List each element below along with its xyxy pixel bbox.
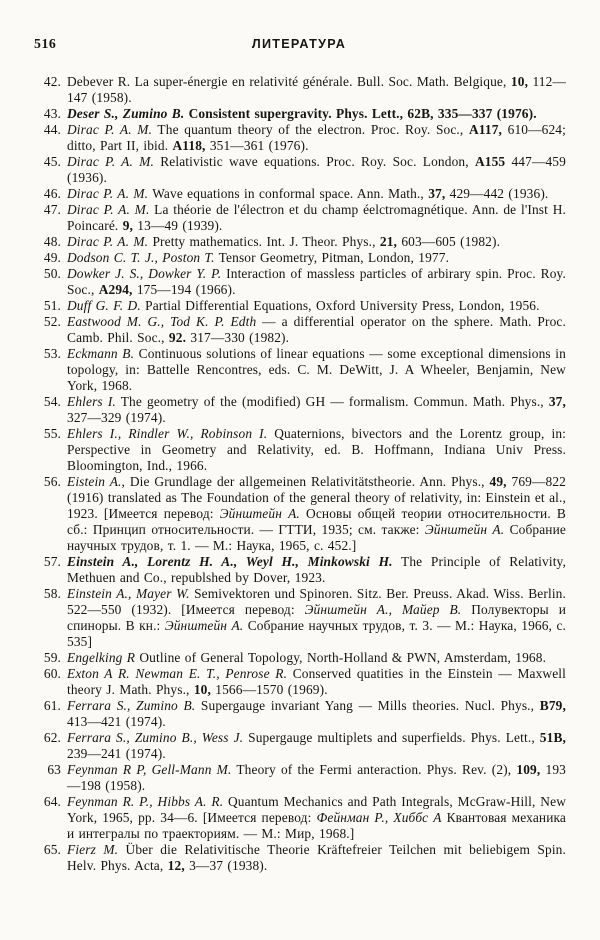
entry-segment: 193—198 (1958). bbox=[67, 762, 567, 793]
entry-segment: A118, bbox=[172, 138, 210, 153]
entry-segment: 175—194 (1966). bbox=[136, 282, 236, 297]
entry-text bbox=[67, 554, 566, 586]
entry-number: 60. bbox=[43, 666, 61, 681]
entry-segment: Outline of General Topology, North-Holland & PWN, Amsterdam, 1968. bbox=[135, 650, 547, 665]
entry-number: 56. bbox=[43, 474, 61, 489]
entry-segment: 3—37 (1938). bbox=[189, 858, 268, 873]
entry-segment: 429—442 (1936). bbox=[449, 186, 549, 201]
entry-segment: Exton A R. Newman E. T., Penrose R. bbox=[67, 666, 288, 681]
entry-number: 58. bbox=[43, 586, 61, 601]
entry-segment: B79, bbox=[539, 698, 566, 713]
entry-segment: 447—459 (1936). bbox=[67, 154, 566, 185]
bibliography-entry bbox=[32, 842, 566, 874]
entry-segment: La théorie de l'électron et du champ éelctromagnétique. Ann. de l'Inst H. Poincaré. bbox=[67, 202, 566, 233]
entry-text bbox=[67, 314, 566, 346]
entry-segment: Continuous solutions of linear equations — some exceptional dimensions in topology, in: Battelle Rencontres, eds. C. M. DeWitt, J. A Wheeler, Benjamin, New York, 1968. bbox=[67, 346, 566, 393]
entry-text bbox=[67, 154, 566, 186]
entry-text bbox=[67, 250, 566, 266]
entry-segment: Эйнштейн А., Майер В. bbox=[304, 602, 462, 617]
entry-segment: Собрание научных трудов, т. 1. — М.: Наука, 1965, с. 452.] bbox=[67, 522, 566, 553]
entry-number: 65. bbox=[43, 842, 61, 857]
entry-number: 51. bbox=[43, 298, 61, 313]
bibliography-entry bbox=[32, 586, 566, 650]
entry-text bbox=[67, 202, 566, 234]
entry-segment: 51B, bbox=[539, 730, 566, 745]
entry-number: 43. bbox=[43, 106, 61, 121]
bibliography-entry bbox=[32, 202, 566, 234]
entry-number: 46. bbox=[43, 186, 61, 201]
entry-segment: 9, bbox=[122, 218, 138, 233]
entry-segment: Ferrara S., Zumino B. bbox=[67, 698, 196, 713]
entry-segment: Einstein A., Lorentz H. A., Weyl H., Minkowski H. bbox=[67, 554, 393, 569]
entry-number: 55. bbox=[43, 426, 61, 441]
entry-segment: Supergauge invariant Yang — Mills theories. Nucl. Phys., bbox=[195, 698, 540, 713]
bibliography-entry bbox=[32, 74, 566, 106]
entry-segment: Tensor Geometry, Pitman, London, 1977. bbox=[214, 250, 450, 265]
entry-segment: Dirac P. A. M. bbox=[67, 202, 150, 217]
entry-text bbox=[67, 762, 566, 794]
entry-segment: 109, bbox=[516, 762, 546, 777]
entry-number: 53. bbox=[43, 346, 61, 361]
entry-segment: 92. bbox=[168, 330, 191, 345]
entry-number: 59. bbox=[43, 650, 61, 665]
entry-segment: Dodson C. T. J., Poston T. bbox=[67, 250, 215, 265]
entry-segment: Полувекторы и спиноры. В кн.: bbox=[67, 602, 566, 633]
entry-segment: Engelking R bbox=[67, 650, 136, 665]
entry-text bbox=[67, 186, 566, 202]
entry-segment: Dirac P. A. M. bbox=[67, 186, 149, 201]
entry-segment: Die Grundlage der allgemeinen Relativitätstheorie. Ann. Phys., bbox=[125, 474, 490, 489]
entry-segment: Pretty mathematics. Int. J. Theor. Phys., bbox=[148, 234, 380, 249]
bibliography-entry bbox=[32, 762, 566, 794]
entry-segment: Quantum Mechanics and Path Integrals, McGraw-Hill, New York, 1965, pp. 34—6. [Имеется перевод: bbox=[67, 794, 566, 825]
entry-segment: Eistein A., bbox=[67, 474, 125, 489]
entry-segment: 239—241 (1974). bbox=[67, 746, 166, 761]
bibliography-entry bbox=[32, 698, 566, 730]
bibliography-entry bbox=[32, 794, 566, 842]
entry-segment: Фейнман Р., Хиббс А bbox=[316, 810, 442, 825]
bibliography-entry bbox=[32, 106, 566, 122]
entry-segment: Ehlers I., Rindler W., Robinson I. bbox=[67, 426, 268, 441]
entry-text bbox=[67, 474, 566, 554]
bibliography-entry bbox=[32, 298, 566, 314]
entry-segment: A294, bbox=[98, 282, 137, 297]
entry-segment: 21, bbox=[379, 234, 402, 249]
entry-segment: 603—605 (1982). bbox=[401, 234, 501, 249]
entry-segment: 13—49 (1939). bbox=[137, 218, 223, 233]
entry-segment: 317—330 (1982). bbox=[190, 330, 290, 345]
entry-segment: Ferrara S., Zumino B., Wess J. bbox=[67, 730, 244, 745]
entry-segment: 413—421 (1974). bbox=[67, 714, 166, 729]
bibliography-entry bbox=[32, 234, 566, 250]
entry-segment: Interaction of massless particles of arbirary spin. Proc. Roy. Soc., bbox=[67, 266, 566, 297]
entry-segment: Ehlers I. bbox=[67, 394, 116, 409]
entry-number: 49. bbox=[43, 250, 61, 265]
entry-number: 57. bbox=[43, 554, 61, 569]
entry-segment: The quantum theory of the electron. Proc. Roy. Soc., bbox=[152, 122, 469, 137]
entry-segment: The geometry of the (modified) GH — formalism. Commun. Math. Phys., bbox=[115, 394, 549, 409]
entry-segment: Über die Relativitische Theorie Kräftefreier Teilchen mit beliebigem Spin. Helv. Phys. Acta, bbox=[67, 842, 566, 873]
entry-text bbox=[67, 298, 566, 314]
entry-segment: Conserved quatities in the Einstein — Maxwell theory J. Math. Phys., bbox=[67, 666, 566, 697]
entry-segment: Theory of the Fermi anteraction. Phys. Rev. (2), bbox=[231, 762, 517, 777]
entry-text bbox=[67, 842, 566, 874]
entry-segment: 1566—1570 (1969). bbox=[215, 682, 328, 697]
entry-segment: A155 bbox=[474, 154, 512, 169]
entry-number: 52. bbox=[43, 314, 61, 329]
entry-text bbox=[67, 394, 566, 426]
entry-segment: The Principle of Relativity, Methuen and Co., republshed by Dover, 1923. bbox=[67, 554, 567, 585]
entry-segment: 49, bbox=[489, 474, 512, 489]
entry-text bbox=[67, 650, 566, 666]
entry-segment: Основы общей теории относительности. В сб.: Принцип относительности. — ГТТИ, 1935; см. также: bbox=[67, 506, 567, 537]
bibliography-entry bbox=[32, 554, 566, 586]
page-title: ЛИТЕРАТУРА bbox=[251, 37, 347, 51]
entry-number: 61. bbox=[43, 698, 61, 713]
entry-segment: A117, bbox=[469, 122, 508, 137]
bibliography-entry bbox=[32, 266, 566, 298]
entry-segment: Quaternions, bivectors and the Lorentz group, in: Perspective in Geometry and Relativity, ed. B. Hoffmann, Indiana Univ Press. Bloomington, Ind., 1966. bbox=[67, 426, 566, 473]
entry-segment: Partial Differential Equations, Oxford University Press, London, 1956. bbox=[140, 298, 540, 313]
entry-segment: — a differential operator on the sphere. Math. Proc. Camb. Phil. Soc., bbox=[67, 314, 566, 345]
entry-segment: Feynman R P, Gell-Mann M. bbox=[67, 762, 232, 777]
entry-segment: Supergauge multiplets and superfields. Phys. Lett., bbox=[243, 730, 540, 745]
entry-segment: 610—624; ditto, Part II, ibid. bbox=[67, 122, 566, 153]
entry-segment: 769—822 (1916) translated as The Foundation of the general theory of relativity, in: Einstein et al., 1923. [Имеется перевод: bbox=[67, 474, 566, 521]
bibliography-entry bbox=[32, 250, 566, 266]
bibliography-entry bbox=[32, 154, 566, 186]
entry-text bbox=[67, 234, 566, 250]
entry-segment: Dowker J. S., Dowker Y. P. bbox=[67, 266, 222, 281]
entry-number: 63 bbox=[47, 762, 61, 777]
entry-segment: 10, bbox=[193, 682, 216, 697]
entry-segment: Einstein A., Mayer W. bbox=[67, 586, 190, 601]
entry-number: 48. bbox=[43, 234, 61, 249]
bibliography-entry bbox=[32, 394, 566, 426]
entry-text bbox=[67, 426, 566, 474]
bibliography-list bbox=[32, 74, 566, 874]
entry-segment: 37, bbox=[428, 186, 450, 201]
entry-segment: Debever R. La super-énergie en relativité générale. Bull. Soc. Math. Belgique, bbox=[67, 74, 511, 89]
entry-text bbox=[67, 730, 566, 762]
bibliography-entry bbox=[32, 314, 566, 346]
entry-segment: 351—361 (1976). bbox=[209, 138, 309, 153]
entry-segment: Wave equations in conformal space. Ann. Math., bbox=[148, 186, 429, 201]
running-head bbox=[32, 36, 566, 53]
entry-text bbox=[67, 794, 566, 842]
entry-segment: Consistent supergravity. Phys. Lett., 62B, 335—337 (1976). bbox=[184, 106, 537, 121]
entry-number: 47. bbox=[43, 202, 61, 217]
entry-segment: Собрание научных трудов, т. 3. — М.: Наука, 1966, с. 535] bbox=[67, 618, 567, 649]
bibliography-entry bbox=[32, 474, 566, 554]
entry-number: 64. bbox=[43, 794, 61, 809]
entry-segment: 10, bbox=[510, 74, 533, 89]
entry-text bbox=[67, 586, 566, 650]
entry-segment: 327—329 (1974). bbox=[67, 410, 166, 425]
entry-segment: 37, bbox=[548, 394, 566, 409]
page-number: 516 bbox=[34, 36, 57, 51]
entry-number: 50. bbox=[43, 266, 61, 281]
bibliography-entry bbox=[32, 186, 566, 202]
bibliography-entry bbox=[32, 730, 566, 762]
entry-segment: 12, bbox=[167, 858, 190, 873]
entry-text bbox=[67, 106, 566, 122]
bibliography-entry bbox=[32, 650, 566, 666]
entry-segment: Semivektoren und Spinoren. Sitz. Ber. Preuss. Akad. Wiss. Berlin. 522—550 (1932). [Имеется перевод: bbox=[67, 586, 566, 617]
entry-segment: Квантовая механика и интегралы по траекториям. — М.: Мир, 1968.] bbox=[67, 810, 567, 841]
entry-segment: Deser S., Zumino B. bbox=[67, 106, 185, 121]
entry-number: 54. bbox=[43, 394, 61, 409]
entry-number: 62. bbox=[43, 730, 61, 745]
entry-segment: Dirac P. A. M. bbox=[67, 154, 154, 169]
entry-number: 45. bbox=[43, 154, 61, 169]
entry-text bbox=[67, 346, 566, 394]
entry-segment: Eckmann B. bbox=[67, 346, 135, 361]
entry-text bbox=[67, 266, 566, 298]
entry-segment: Эйнштейн А. bbox=[219, 506, 300, 521]
entry-segment: Dirac P. A. M. bbox=[67, 234, 149, 249]
entry-text bbox=[67, 666, 566, 698]
entry-segment: Эйнштейн А. bbox=[424, 522, 505, 537]
entry-segment: Эйнштейн А. bbox=[164, 618, 244, 633]
entry-segment: Feynman R. P., Hibbs A. R. bbox=[67, 794, 224, 809]
bibliography-entry bbox=[32, 426, 566, 474]
entry-segment: Relativistic wave equations. Proc. Roy. Soc. London, bbox=[153, 154, 475, 169]
entry-number: 42. bbox=[43, 74, 61, 89]
entry-segment: Eastwood M. G., Tod K. P. Edth bbox=[67, 314, 257, 329]
entry-text bbox=[67, 122, 566, 154]
entry-text bbox=[67, 74, 566, 106]
entry-segment: Dirac P. A. M. bbox=[67, 122, 153, 137]
entry-text bbox=[67, 698, 566, 730]
bibliography-entry bbox=[32, 122, 566, 154]
entry-number: 44. bbox=[43, 122, 61, 137]
entry-segment: Duff G. F. D. bbox=[67, 298, 141, 313]
entry-segment: Fierz M. bbox=[67, 842, 119, 857]
bibliography-entry bbox=[32, 666, 566, 698]
bibliography-entry bbox=[32, 346, 566, 394]
entry-segment: 112—147 (1958). bbox=[67, 74, 566, 105]
